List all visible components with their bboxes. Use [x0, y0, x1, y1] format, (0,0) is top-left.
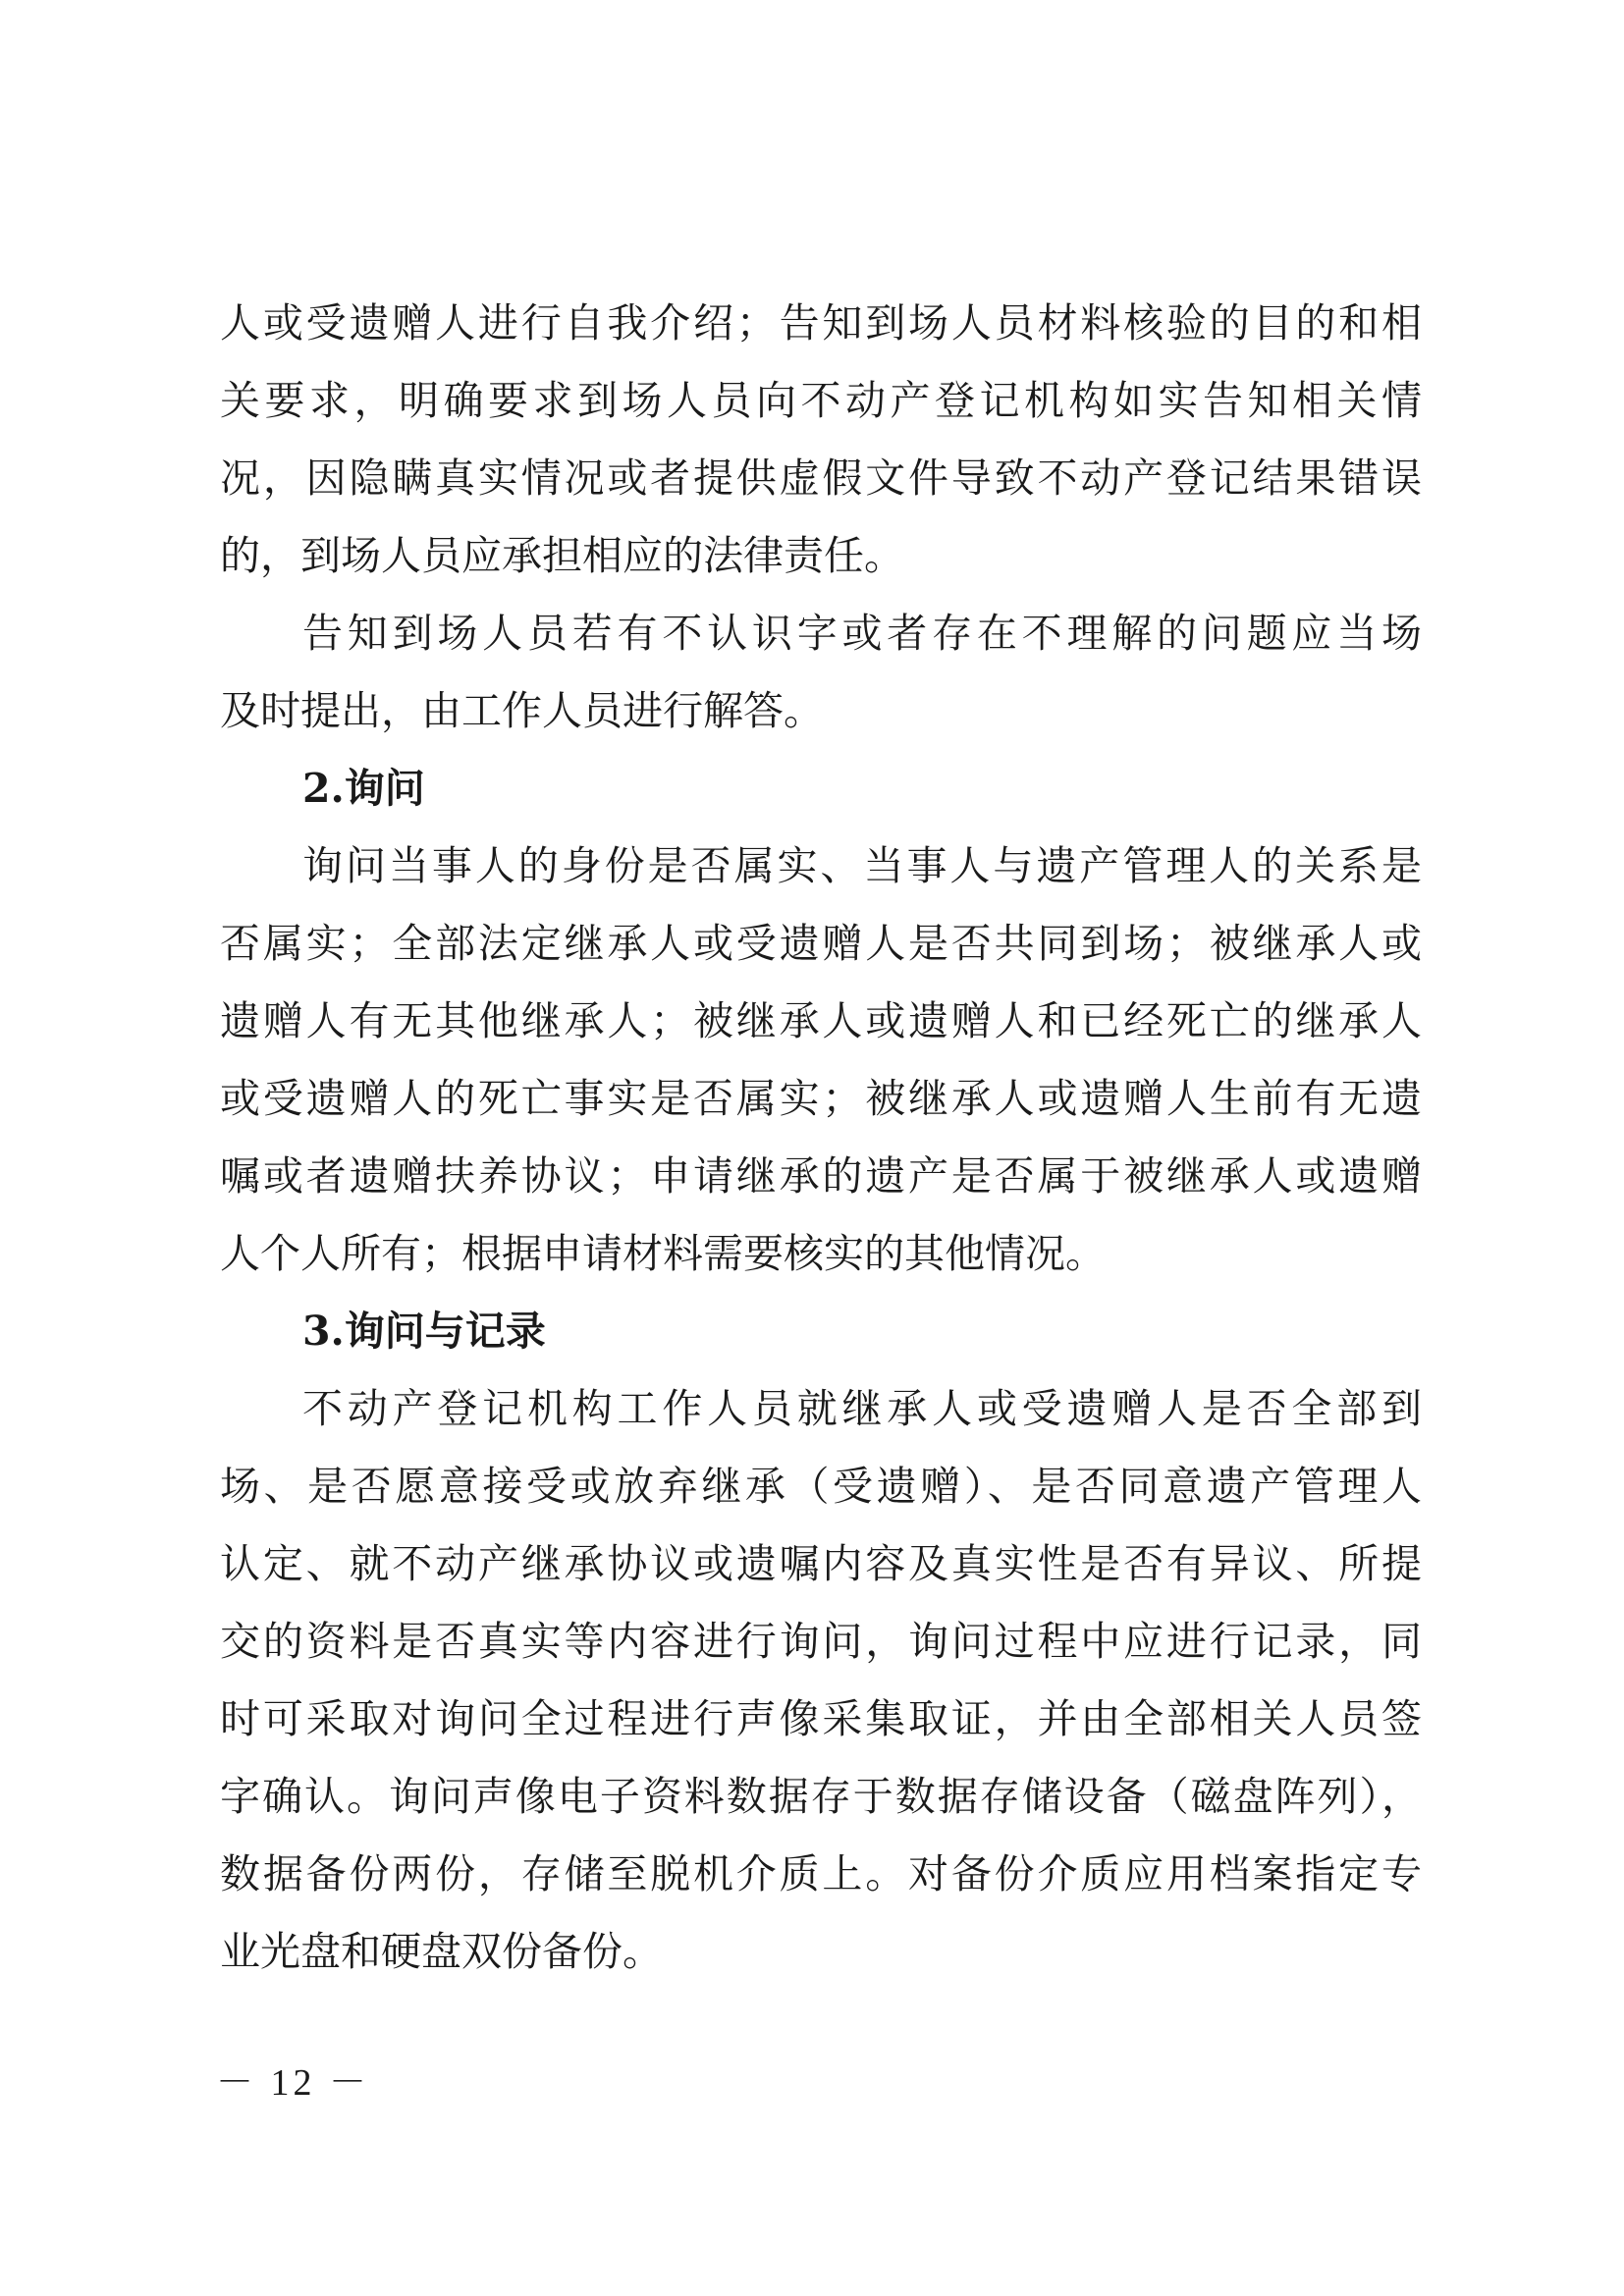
document-body — [220, 285, 1422, 1991]
text-line: 场、是否愿意接受或放弃继承（受遗赠）、是否同意遗产管理人 — [220, 1463, 1422, 1510]
text-line: 及时提出，由工作人员进行解答。 — [220, 687, 824, 734]
text-line: 或受遗赠人的死亡事实是否属实；被继承人或遗赠人生前有无遗 — [220, 1075, 1422, 1122]
text-line: 时可采取对询问全过程进行声像采集取证，并由全部相关人员签 — [220, 1695, 1422, 1742]
text-line: 询问当事人的身份是否属实、当事人与遗产管理人的关系是 — [302, 842, 1422, 889]
page-number: － 12 － — [216, 2062, 371, 2104]
section-heading-inquiry: 2.询问 — [302, 765, 425, 812]
paragraph-self-introduction — [220, 285, 1422, 595]
text-line: 告知到场人员若有不认识字或者存在不理解的问题应当场 — [302, 610, 1422, 657]
text-line: 否属实；全部法定继承人或受遗赠人是否共同到场；被继承人或 — [220, 920, 1422, 967]
text-line: 业光盘和硬盘双份备份。 — [220, 1928, 663, 1975]
text-line: 嘱或者遗赠扶养协议；申请继承的遗产是否属于被继承人或遗赠 — [220, 1152, 1422, 1200]
text-line: 数据备份两份，存储至脱机介质上。对备份介质应用档案指定专 — [220, 1850, 1422, 1897]
text-line: 关要求，明确要求到场人员向不动产登记机构如实告知相关情 — [220, 377, 1422, 424]
text-line: 交的资料是否真实等内容进行询问，询问过程中应进行记录，同 — [220, 1618, 1422, 1665]
paragraph-questions-notice — [220, 595, 1422, 750]
text-line: 人个人所有；根据申请材料需要核实的其他情况。 — [220, 1230, 1106, 1277]
paragraph-inquiry — [220, 828, 1422, 1293]
text-line: 况，因隐瞒真实情况或者提供虚假文件导致不动产登记结果错误 — [220, 454, 1422, 502]
text-line: 人或受遗赠人进行自我介绍；告知到场人员材料核验的目的和相 — [220, 299, 1422, 347]
text-line: 遗赠人有无其他继承人；被继承人或遗赠人和已经死亡的继承人 — [220, 997, 1422, 1044]
paragraph-inquiry-record — [220, 1370, 1422, 1991]
text-line: 不动产登记机构工作人员就继承人或受遗赠人是否全部到 — [302, 1385, 1422, 1432]
text-line: 认定、就不动产继承协议或遗嘱内容及真实性是否有异议、所提 — [220, 1540, 1422, 1587]
text-line: 的，到场人员应承担相应的法律责任。 — [220, 532, 904, 579]
text-line: 字确认。询问声像电子资料数据存于数据存储设备（磁盘阵列）， — [220, 1773, 1422, 1820]
section-heading-inquiry-record: 3.询问与记录 — [302, 1308, 546, 1355]
